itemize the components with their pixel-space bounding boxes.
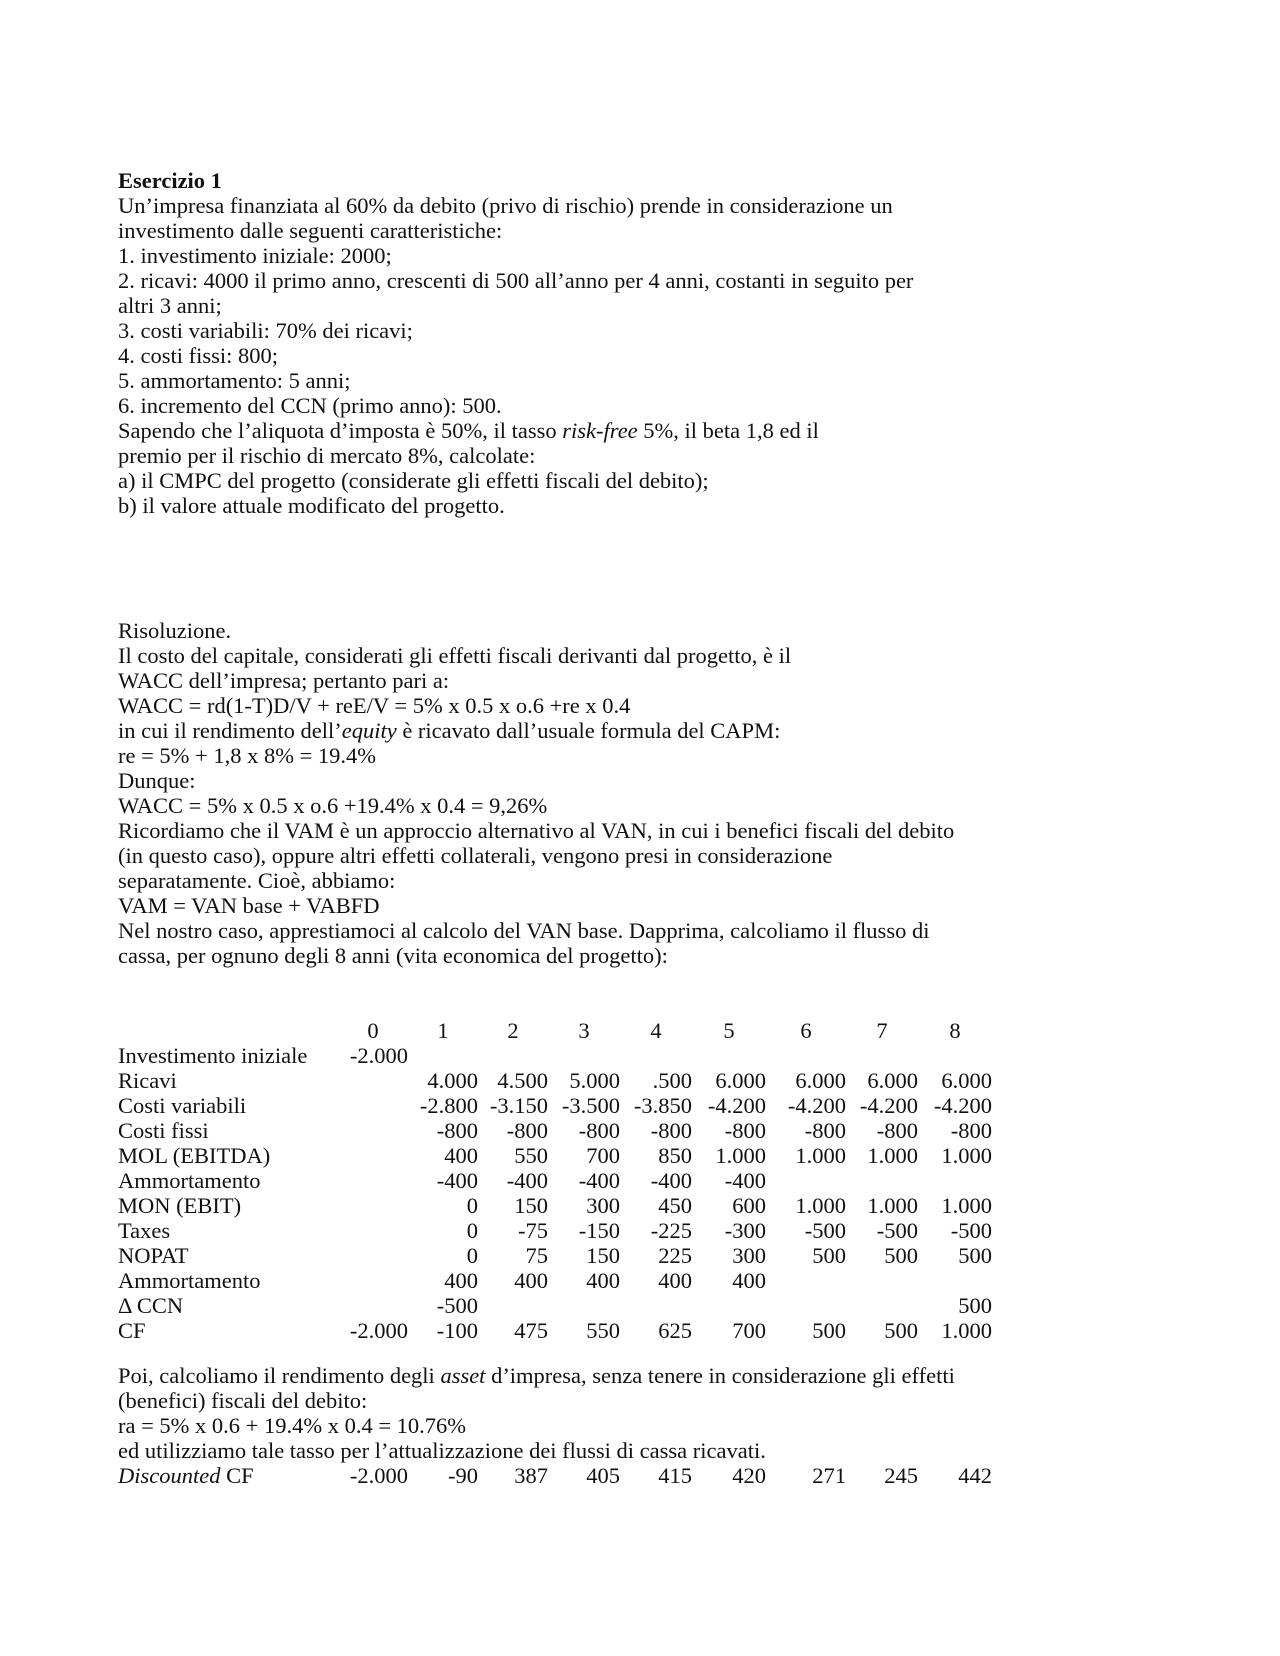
solution-line: separatamente. Cioè, abbiamo:: [118, 868, 396, 893]
table-cell: -4.200: [707, 1093, 766, 1118]
exercise-line: 4. costi fissi: 800;: [118, 343, 279, 368]
solution-line: cassa, per ognuno degli 8 anni (vita economica del progetto):: [118, 943, 668, 968]
table-cell: 500: [884, 1243, 918, 1268]
table-cell: 400: [586, 1268, 620, 1293]
table-cell: 1.000: [867, 1193, 918, 1218]
solution-equity-line: [118, 718, 1198, 743]
table-cell: -500: [950, 1218, 992, 1243]
table-row: [118, 1293, 992, 1318]
table-cell: -2.000: [349, 1318, 408, 1343]
table-cell: -2.000: [349, 1043, 408, 1068]
table-cell: 225: [658, 1243, 692, 1268]
table-cell: [846, 1043, 918, 1068]
table-cell: 550: [514, 1143, 548, 1168]
row-label: CF: [118, 1318, 146, 1343]
table-cell: [918, 1043, 992, 1068]
table-cell: [846, 1293, 918, 1318]
exercise-line: b) il valore attuale modificato del progetto.: [118, 493, 505, 518]
solution-line: Ricordiamo che il VAM è un approccio alternativo al VAN, in cui i benefici fiscali del debito: [118, 818, 955, 843]
exercise-line: 1. investimento iniziale: 2000;: [118, 243, 392, 268]
table-cell: 700: [586, 1143, 620, 1168]
year-header: 3: [578, 1018, 590, 1043]
table-cell: 442: [958, 1463, 992, 1488]
table-cell: -800: [724, 1118, 766, 1143]
solution-line: WACC = 5% x 0.5 x o.6 +19.4% x 0.4 = 9,26%: [118, 793, 548, 818]
table-cell: -400: [650, 1168, 692, 1193]
table-cell: 400: [732, 1268, 766, 1293]
year-header: 2: [507, 1018, 519, 1043]
table-row: [118, 1218, 992, 1243]
row-label: Ricavi: [118, 1068, 177, 1093]
table-cell: 300: [732, 1243, 766, 1268]
table-cell: -800: [578, 1118, 620, 1143]
table-cell: [338, 1193, 408, 1218]
table-cell: 405: [586, 1463, 620, 1488]
spacer: [118, 1343, 1198, 1363]
row-label: MON (EBIT): [118, 1193, 242, 1218]
table-row: [118, 1143, 992, 1168]
year-header: 7: [876, 1018, 888, 1043]
table-cell: [620, 1293, 692, 1318]
table-header-row: [118, 1018, 992, 1043]
table-cell: 0: [466, 1193, 478, 1218]
table-cell: 300: [586, 1193, 620, 1218]
emphasis-text: asset: [440, 1363, 486, 1388]
table-cell: -400: [436, 1168, 478, 1193]
exercise-line: Un’impresa finanziata al 60% da debito (privo di rischio) prende in considerazione un: [118, 193, 893, 218]
asset-line: [118, 1363, 1198, 1388]
table-cell: [338, 1168, 408, 1193]
solution-line: WACC dell’impresa; pertanto pari a:: [118, 668, 450, 693]
table-cell: 1.000: [867, 1143, 918, 1168]
text-run: d’impresa, senza tenere in considerazione gli effetti: [485, 1363, 955, 1388]
table-cell: 75: [525, 1243, 548, 1268]
text-run: CF: [220, 1463, 254, 1488]
table-cell: -800: [506, 1118, 548, 1143]
table-cell: -150: [578, 1218, 620, 1243]
table-cell: 1.000: [941, 1193, 992, 1218]
table-cell: -90: [448, 1463, 478, 1488]
year-header: 1: [437, 1018, 449, 1043]
exercise-line: 3. costi variabili: 70% dei ricavi;: [118, 318, 413, 343]
table-cell: 1.000: [941, 1318, 992, 1343]
table-cell: 850: [658, 1143, 692, 1168]
row-label: NOPAT: [118, 1243, 189, 1268]
table-cell: -75: [518, 1218, 548, 1243]
row-label: Taxes: [118, 1218, 171, 1243]
table-cell: 500: [958, 1293, 992, 1318]
row-label: Ammortamento: [118, 1168, 261, 1193]
table-cell: 500: [884, 1318, 918, 1343]
solution-line: Il costo del capitale, considerati gli effetti fiscali derivanti dal progetto, è il: [118, 643, 792, 668]
solution-line: Nel nostro caso, apprestiamoci al calcolo del VAN base. Dapprima, calcoliamo il flusso di: [118, 918, 930, 943]
emphasis-text: equity: [341, 718, 397, 743]
table-cell: -3.500: [561, 1093, 620, 1118]
table-cell: [338, 1118, 408, 1143]
table-cell: -800: [950, 1118, 992, 1143]
table-cell: [548, 1043, 620, 1068]
row-label: Costi variabili: [118, 1093, 247, 1118]
table-cell: 400: [658, 1268, 692, 1293]
table-cell: -4.200: [859, 1093, 918, 1118]
discounted-cf-table: [118, 1463, 992, 1488]
table-cell: [766, 1293, 846, 1318]
table-cell: -300: [724, 1218, 766, 1243]
table-cell: 600: [732, 1193, 766, 1218]
table-cell: 450: [658, 1193, 692, 1218]
spacer: [118, 968, 1198, 1018]
table-cell: 475: [514, 1318, 548, 1343]
table-cell: [338, 1093, 408, 1118]
table-cell: 1.000: [715, 1143, 766, 1168]
table-cell: 500: [812, 1243, 846, 1268]
table-cell: [918, 1168, 992, 1193]
table-row: [118, 1068, 992, 1093]
table-cell: 550: [586, 1318, 620, 1343]
solution-line: re = 5% + 1,8 x 8% = 19.4%: [118, 743, 377, 768]
text-run: 5%, il beta 1,8 ed il: [637, 418, 819, 443]
table-cell: -800: [650, 1118, 692, 1143]
table-cell: -100: [436, 1318, 478, 1343]
table-cell: [338, 1293, 408, 1318]
table-cell: 1.000: [941, 1143, 992, 1168]
table-body: [118, 1043, 992, 1343]
table-cell: [846, 1268, 918, 1293]
year-header: 0: [367, 1018, 379, 1043]
row-label: Δ CCN: [118, 1293, 184, 1318]
row-label: Investimento iniziale: [118, 1043, 308, 1068]
table-cell: 387: [514, 1463, 548, 1488]
table-cell: -500: [436, 1293, 478, 1318]
year-header: 6: [800, 1018, 812, 1043]
exercise-line: 2. ricavi: 4000 il primo anno, crescenti di 500 all’anno per 4 anni, costanti in seguito per: [118, 268, 914, 293]
text-run: in cui il rendimento dell’: [118, 718, 342, 743]
table-cell: 420: [732, 1463, 766, 1488]
table-cell: -500: [876, 1218, 918, 1243]
table-cell: 271: [812, 1463, 846, 1488]
spacer: [118, 518, 1198, 618]
table-header-cell: [118, 1018, 338, 1043]
after-line: ra = 5% x 0.6 + 19.4% x 0.4 = 10.76%: [118, 1413, 467, 1438]
table-cell: [766, 1043, 846, 1068]
cash-flow-table: [118, 1018, 992, 1343]
table-cell: [338, 1243, 408, 1268]
solution-line: Dunque:: [118, 768, 196, 793]
table-cell: -3.150: [489, 1093, 548, 1118]
table-cell: [338, 1143, 408, 1168]
exercise-tax-line: [118, 418, 1198, 443]
table-cell: -4.200: [933, 1093, 992, 1118]
table-cell: 245: [884, 1463, 918, 1488]
exercise-line: premio per il rischio di mercato 8%, calcolate:: [118, 443, 536, 468]
table-cell: -800: [876, 1118, 918, 1143]
table-row: [118, 1268, 992, 1293]
table-cell: -400: [506, 1168, 548, 1193]
year-header: 4: [650, 1018, 662, 1043]
exercise-line: 5. ammortamento: 5 anni;: [118, 368, 351, 393]
exercise-line: a) il CMPC del progetto (considerate gli effetti fiscali del debito);: [118, 468, 709, 493]
table-cell: [766, 1168, 846, 1193]
table-cell: 400: [444, 1143, 478, 1168]
table-cell: .500: [652, 1068, 692, 1093]
solution-line: VAM = VAN base + VABFD: [118, 893, 380, 918]
table-row: [118, 1043, 992, 1068]
table-cell: [478, 1043, 548, 1068]
table-cell: [548, 1293, 620, 1318]
discounted-cf-row: [118, 1463, 992, 1488]
table-row: [118, 1168, 992, 1193]
table-cell: 150: [514, 1193, 548, 1218]
exercise-line: investimento dalle seguenti caratteristiche:: [118, 218, 503, 243]
emphasis-text: Discounted: [118, 1463, 221, 1488]
solution-heading: Risoluzione.: [118, 618, 232, 643]
solution-line: WACC = rd(1-T)D/V + reE/V = 5% x 0.5 x o.6 +re x 0.4: [118, 693, 631, 718]
table-cell: -4.200: [787, 1093, 846, 1118]
discounted-cf-label: [118, 1463, 338, 1488]
table-cell: [478, 1293, 548, 1318]
table-cell: -800: [804, 1118, 846, 1143]
table-cell: 1.000: [795, 1193, 846, 1218]
table-cell: [338, 1068, 408, 1093]
table-cell: -2.000: [349, 1463, 408, 1488]
table-cell: -800: [436, 1118, 478, 1143]
table-cell: 4.500: [497, 1068, 548, 1093]
row-label: Ammortamento: [118, 1268, 261, 1293]
table-cell: 0: [466, 1243, 478, 1268]
table-cell: -225: [650, 1218, 692, 1243]
table-cell: 6.000: [715, 1068, 766, 1093]
table-cell: 400: [444, 1268, 478, 1293]
table-cell: -400: [724, 1168, 766, 1193]
table-cell: [692, 1043, 766, 1068]
text-run: Poi, calcoliamo il rendimento degli: [118, 1363, 441, 1388]
after-line: (benefici) fiscali del debito:: [118, 1388, 368, 1413]
table-row: [118, 1318, 992, 1343]
table-cell: 4.000: [427, 1068, 478, 1093]
table-cell: 500: [958, 1243, 992, 1268]
table-cell: [692, 1293, 766, 1318]
table-cell: 6.000: [795, 1068, 846, 1093]
table-cell: [338, 1268, 408, 1293]
table-cell: 1.000: [795, 1143, 846, 1168]
table-cell: [846, 1168, 918, 1193]
table-cell: -2.800: [419, 1093, 478, 1118]
table-row: [118, 1243, 992, 1268]
table-cell: -3.850: [633, 1093, 692, 1118]
after-line: ed utilizziamo tale tasso per l’attualizzazione dei flussi di cassa ricavati.: [118, 1438, 766, 1463]
table-cell: 415: [658, 1463, 692, 1488]
table-cell: 5.000: [569, 1068, 620, 1093]
table-cell: 500: [812, 1318, 846, 1343]
table-cell: 700: [732, 1318, 766, 1343]
text-run: è ricavato dall’usuale formula del CAPM:: [396, 718, 781, 743]
solution-line: (in questo caso), oppure altri effetti collaterali, vengono presi in considerazione: [118, 843, 833, 868]
table-cell: [620, 1043, 692, 1068]
table-cell: 625: [658, 1318, 692, 1343]
table-cell: 400: [514, 1268, 548, 1293]
table-cell: 0: [466, 1218, 478, 1243]
row-label: Costi fissi: [118, 1118, 209, 1143]
year-header: 8: [949, 1018, 961, 1043]
table-cell: -400: [578, 1168, 620, 1193]
document-page: [118, 168, 1198, 1488]
table-cell: 6.000: [941, 1068, 992, 1093]
table-cell: [408, 1043, 478, 1068]
exercise-line: 6. incremento del CCN (primo anno): 500.: [118, 393, 502, 418]
table-cell: [918, 1268, 992, 1293]
exercise-line: altri 3 anni;: [118, 293, 222, 318]
table-row: [118, 1193, 992, 1218]
row-label: MOL (EBITDA): [118, 1143, 271, 1168]
exercise-title: Esercizio 1: [118, 168, 222, 193]
table-row: [118, 1093, 992, 1118]
table-cell: 6.000: [867, 1068, 918, 1093]
table-cell: -500: [804, 1218, 846, 1243]
emphasis-text: risk-free: [562, 418, 638, 443]
table-cell: [766, 1268, 846, 1293]
table-row: [118, 1118, 992, 1143]
table-cell: 150: [586, 1243, 620, 1268]
table-cell: [338, 1218, 408, 1243]
text-run: Sapendo che l’aliquota d’imposta è 50%, il tasso: [118, 418, 563, 443]
year-header: 5: [723, 1018, 735, 1043]
